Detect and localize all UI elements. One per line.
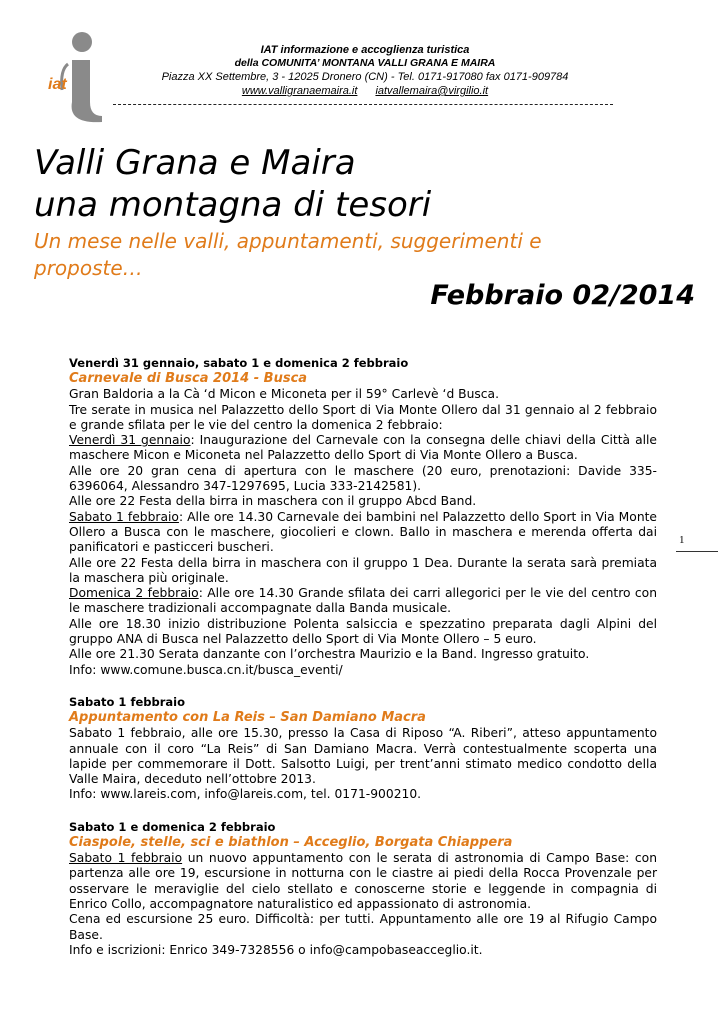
- office-links: [115, 84, 615, 98]
- event-title: Appuntamento con La Reis – San Damiano Macra: [69, 710, 426, 726]
- event-day-paragraph: [69, 851, 657, 912]
- event-paragraph: Cena ed escursione 25 euro. Difficoltà: per tutti. Appuntamento alle ore 19 al Rifugio Campo Base.: [69, 912, 657, 942]
- event-day-paragraph: [69, 510, 657, 556]
- event-paragraph: Sabato 1 febbraio, alle ore 15.30, presso la Casa di Riposo “A. Riberi”, atteso appuntamento annuale con il coro “La Reis” di San Damiano Macra. Verrà contestualmente scoperta una lapide per commemorare il Dott. Salsotto Luigi, per trent’anni stimato medico condotto della Valle Maira, deceduto nell’ottobre 2013.: [69, 726, 657, 787]
- event-date: Sabato 1 febbraio: [69, 694, 185, 709]
- day-text: : Inaugurazione del Carnevale con la consegna delle chiavi della Città alle maschere Micon e Miconeta nel Palazzetto dello Sport di Via Monte Ollero a Busca.: [69, 433, 657, 463]
- email-link[interactable]: iatvallemaira@virgilio.it: [375, 85, 489, 97]
- event-info: Info: www.comune.busca.cn.it/busca_eventi/: [69, 662, 343, 677]
- day-label: Venerdì 31 gennaio: [69, 433, 191, 448]
- iat-logo: [38, 30, 108, 130]
- day-text: : Alle ore 14.30 Grande sfilata dei carri allegorici per le vie del centro con le maschere tradizionali accompagnate dalla Banda musicale.: [69, 586, 657, 616]
- event-carnevale-busca: [69, 356, 657, 678]
- title-line-2: una montagna di tesori: [34, 185, 432, 225]
- day-label: Sabato 1 febbraio: [69, 509, 179, 524]
- event-day-paragraph: [69, 586, 657, 617]
- event-date: Sabato 1 e domenica 2 febbraio: [69, 819, 276, 834]
- page-title: [34, 142, 431, 226]
- title-line-1: Valli Grana e Maira: [34, 143, 356, 183]
- day-text: : Alle ore 14.30 Carnevale dei bambini nel Palazzetto dello Sport in Via Monte Ollero a Busca con le maschere, giocolieri e clown. Ballo in maschera e merenda offerta dai panificatori e pasticceri buscheri.: [69, 509, 657, 555]
- event-paragraph: Tre serate in musica nel Palazzetto dello Sport di Via Monte Ollero dal 31 gennaio al 2 febbraio e grande sfilata per le vie del centro la domenica 2 febbraio:: [69, 402, 657, 432]
- community-name: della COMUNITA’ MONTANA VALLI GRANA E MAIRA: [234, 57, 496, 69]
- event-paragraph: Alle ore 20 gran cena di apertura con le maschere (20 euro, prenotazioni: Davide 335-6396064, Alessandro 347-1297695, Lucia 333-2142581).: [69, 463, 657, 494]
- iat-logo-text: iat: [48, 76, 67, 93]
- event-title: Ciaspole, stelle, sci e biathlon – Acceglio, Borgata Chiappera: [69, 835, 513, 851]
- header-divider: [113, 104, 613, 105]
- event-paragraph: Alle ore 21.30 Serata danzante con l’orchestra Maurizio e la Band. Ingresso gratuito.: [69, 647, 590, 662]
- issue-month: Febbraio 02/2014: [430, 280, 695, 311]
- day-text: un nuovo appuntamento con le serata di astronomia di Campo Base: con partenza alle ore 19, escursione in notturna con le ciastre ai piedi della Rocca Provenzale per osservare le meraviglie del cielo stellato e conoscerne storie e leggende in compagnia di Enrico Collo, accompagnatore naturalistico ed appassionato di astronomia.: [69, 851, 657, 911]
- page-subtitle: Un mese nelle valli, appuntamenti, suggerimenti e proposte…: [34, 229, 542, 280]
- page-number-rule: [676, 551, 718, 552]
- event-paragraph: Alle ore 22 Festa della birra in maschera con il gruppo 1 Dea. Durante la serata sarà premiata la maschera più originale.: [69, 555, 657, 585]
- event-paragraph: Gran Baldoria a la Cà ‘d Micon e Miconeta per il 59° Carlevè ‘d Busca.: [69, 387, 499, 402]
- events-list: [69, 356, 657, 975]
- office-header: [115, 44, 615, 98]
- event-title: Carnevale di Busca 2014 - Busca: [69, 371, 308, 387]
- website-link[interactable]: www.valligranaemaira.it: [241, 85, 358, 97]
- event-day-paragraph: [69, 433, 657, 464]
- event-paragraph: Alle ore 18.30 inizio distribuzione Polenta salsiccia e spezzatino preparata dagli Alpini del gruppo ANA di Busca nel Palazzetto dello Sport di Via Monte Ollero – 5 euro.: [69, 616, 657, 647]
- day-label: Sabato 1 febbraio: [69, 851, 183, 866]
- event-ciaspole-acceglio: [69, 820, 657, 958]
- event-la-reis: [69, 695, 657, 803]
- office-name: IAT informazione e accoglienza turistica: [260, 44, 470, 56]
- event-paragraph: Alle ore 22 Festa della birra in maschera con il gruppo Abcd Band.: [69, 494, 477, 509]
- office-address: Piazza XX Settembre, 3 - 12025 Dronero (CN) - Tel. 0171-917080 fax 0171-909784: [161, 71, 569, 83]
- event-info: Info e iscrizioni: Enrico 349-7328556 o info@campobaseacceglio.it.: [69, 942, 483, 957]
- event-info: Info: www.lareis.com, info@lareis.com, tel. 0171-900210.: [69, 787, 422, 802]
- day-label: Domenica 2 febbraio: [69, 586, 199, 601]
- page-number: 1: [679, 534, 685, 546]
- event-date: Venerdì 31 gennaio, sabato 1 e domenica 2 febbraio: [69, 356, 409, 370]
